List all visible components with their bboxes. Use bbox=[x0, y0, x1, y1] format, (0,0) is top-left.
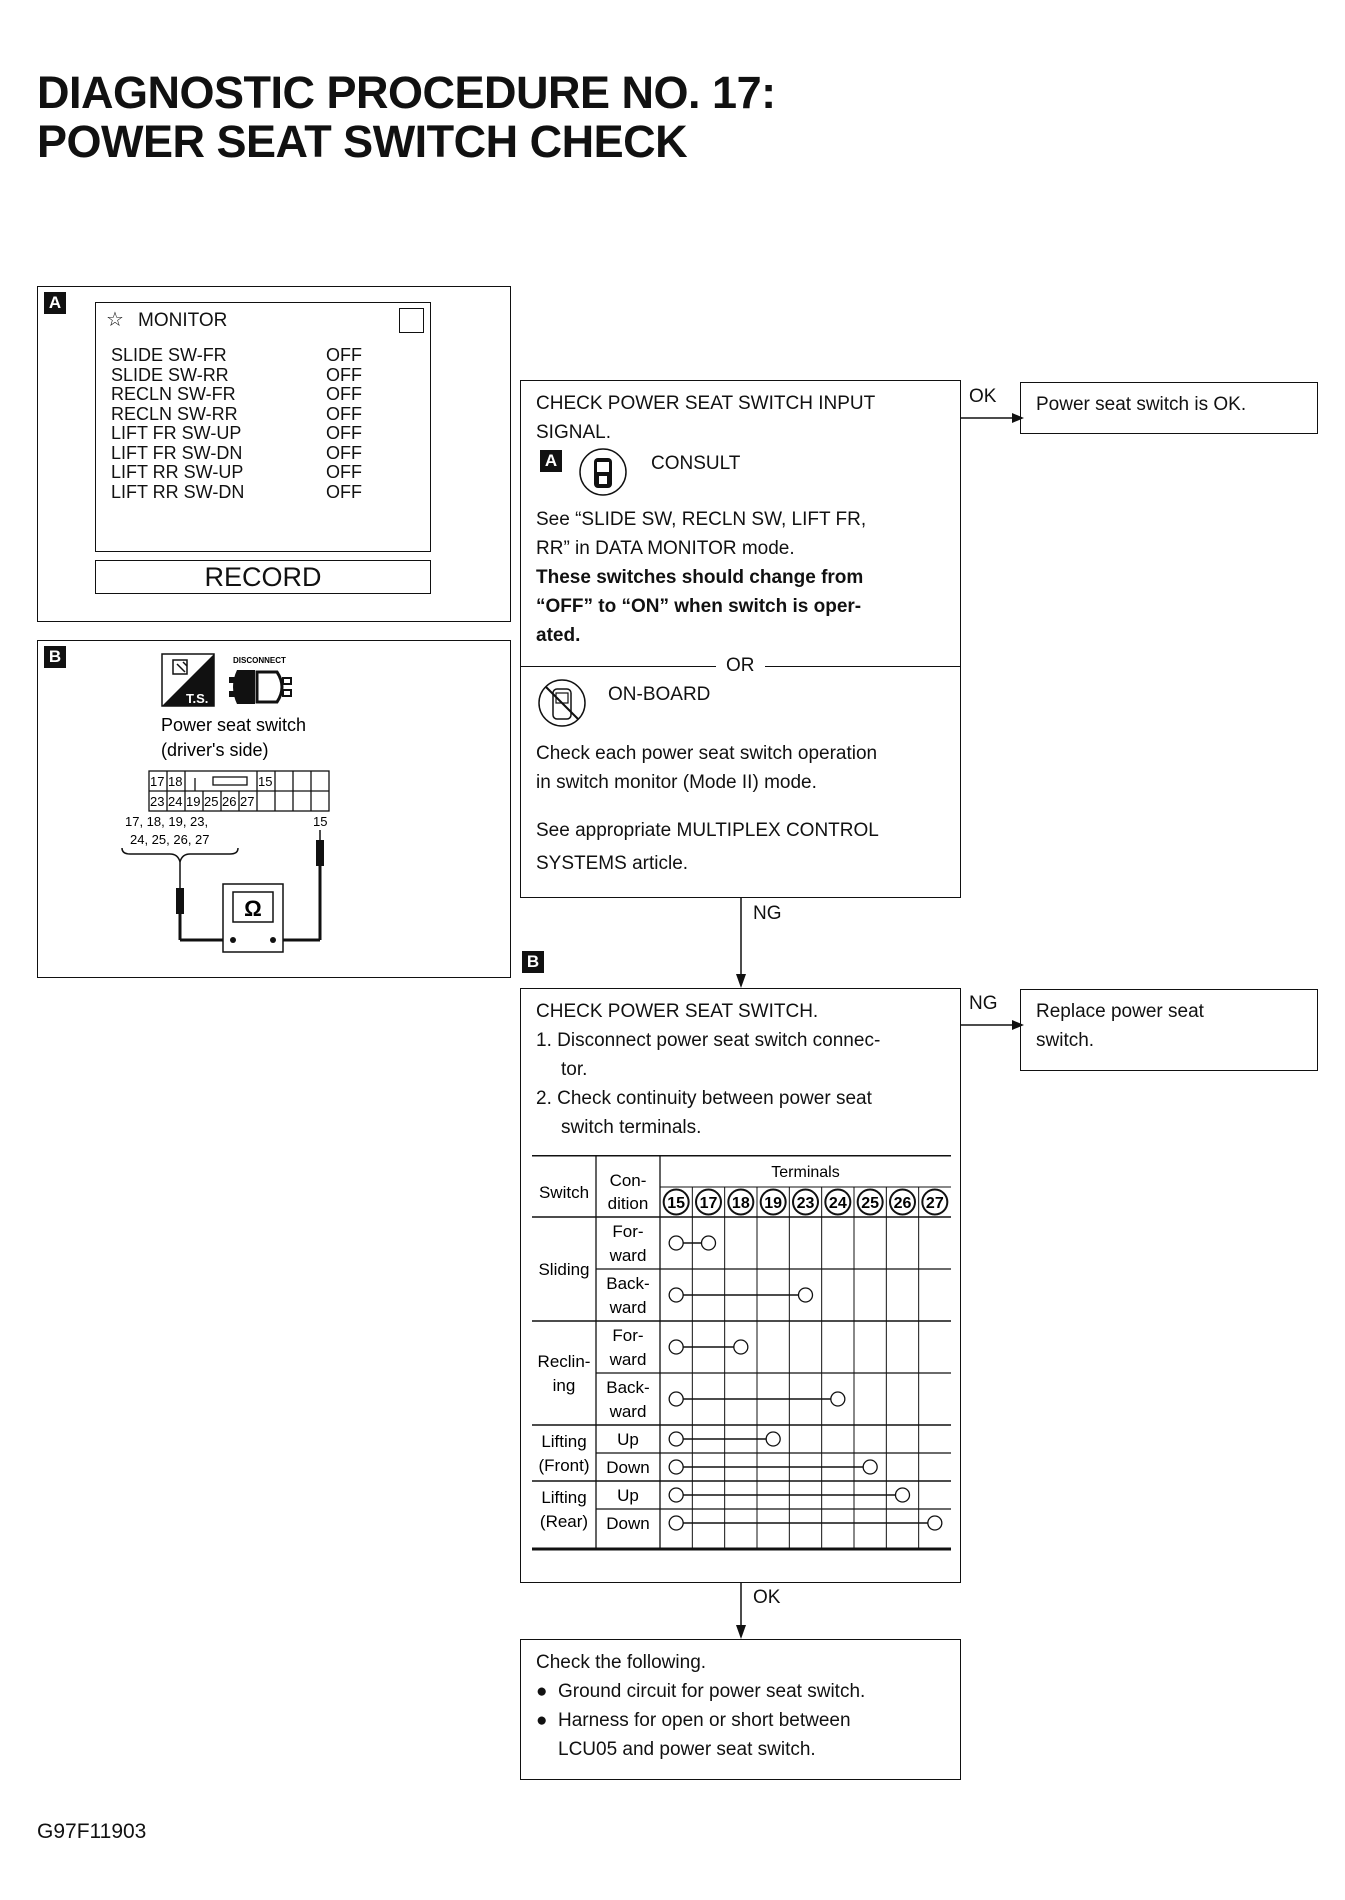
switch-name: Sliding bbox=[538, 1260, 590, 1279]
condition-label: Back- bbox=[606, 1274, 650, 1293]
monitor-item-value: OFF bbox=[326, 481, 362, 502]
pin-24: 24 bbox=[168, 794, 183, 809]
monitor-item-value: OFF bbox=[326, 442, 362, 463]
header-condition-1: Con- bbox=[609, 1171, 647, 1190]
monitor-item-name: RECLN SW-RR bbox=[111, 403, 238, 424]
continuity-dot-19 bbox=[766, 1432, 780, 1446]
switch-caption-1: Power seat switch bbox=[161, 715, 307, 735]
terminal-27-label: 27 bbox=[925, 1195, 944, 1212]
ohm-symbol: Ω bbox=[244, 896, 262, 921]
tester-diagram bbox=[37, 640, 511, 978]
onboard-label: ON-BOARD bbox=[608, 684, 711, 705]
step2-item1-b: tor. bbox=[561, 1059, 588, 1080]
terminal-17-label: 17 bbox=[699, 1195, 718, 1212]
title-line-2: POWER SEAT SWITCH CHECK bbox=[37, 116, 688, 167]
terminal-24-label: 24 bbox=[828, 1195, 847, 1212]
continuity-dot-15 bbox=[669, 1432, 683, 1446]
terminal-19-label: 19 bbox=[764, 1195, 783, 1212]
consult-icon bbox=[577, 446, 629, 498]
page-title bbox=[37, 68, 776, 166]
monitor-item-name: LIFT RR SW-UP bbox=[111, 462, 244, 482]
result-ok-text: Power seat switch is OK. bbox=[1036, 394, 1247, 415]
step1-bold-2: “OFF” to “ON” when switch is oper- bbox=[536, 596, 862, 617]
lead-brace bbox=[122, 848, 238, 862]
lead-left-label-1: 17, 18, 19, 23, bbox=[125, 814, 209, 829]
condition-label: Back- bbox=[606, 1378, 650, 1397]
step1-bold-3: ated. bbox=[536, 625, 581, 646]
monitor-checkbox[interactable] bbox=[399, 308, 424, 333]
header-condition-2: dition bbox=[607, 1194, 649, 1213]
switch-caption-2: (driver's side) bbox=[161, 740, 269, 760]
condition-label: For- bbox=[612, 1222, 644, 1241]
step2-tag: B bbox=[522, 951, 544, 973]
pin-27: 27 bbox=[240, 794, 255, 809]
condition-label: Down bbox=[606, 1514, 650, 1533]
step1-tag: A bbox=[540, 450, 562, 472]
final-bullet-1: Ground circuit for power seat switch. bbox=[558, 1681, 866, 1702]
final-heading: Check the following. bbox=[536, 1652, 707, 1673]
monitor-item-value: OFF bbox=[326, 364, 362, 385]
ts-label: T.S. bbox=[186, 691, 209, 706]
condition-label: ward bbox=[609, 1402, 647, 1421]
ohmmeter-icon bbox=[223, 884, 283, 952]
switch-name: Reclin- bbox=[537, 1352, 591, 1371]
ok-arrow-2 bbox=[733, 1583, 749, 1639]
continuity-dot-15 bbox=[669, 1340, 683, 1354]
monitor-item-name: RECLN SW-FR bbox=[111, 384, 236, 404]
consult-label: CONSULT bbox=[651, 453, 741, 474]
continuity-dot-23 bbox=[799, 1288, 813, 1302]
monitor-item-name: SLIDE SW-FR bbox=[111, 345, 227, 365]
step1-heading-1: CHECK POWER SEAT SWITCH INPUT bbox=[536, 393, 876, 414]
continuity-dot-15 bbox=[669, 1288, 683, 1302]
continuity-table bbox=[532, 1155, 951, 1551]
condition-label: Up bbox=[617, 1486, 639, 1505]
step2-item2-a: 2. Check continuity between power seat bbox=[536, 1088, 872, 1109]
switch-name: (Rear) bbox=[539, 1512, 589, 1531]
lead-right-label: 15 bbox=[313, 814, 328, 829]
step1-multiplex-2: SYSTEMS article. bbox=[536, 853, 689, 874]
ng-arrow-1 bbox=[733, 898, 749, 988]
monitor-item-name: SLIDE SW-RR bbox=[111, 364, 229, 385]
terminal-18-label: 18 bbox=[731, 1195, 750, 1212]
condition-label: ward bbox=[609, 1298, 647, 1317]
result-replace-box bbox=[1020, 989, 1318, 1071]
step2-item1-a: 1. Disconnect power seat switch connec- bbox=[536, 1030, 881, 1051]
condition-label: Up bbox=[617, 1430, 639, 1449]
condition-label: Down bbox=[606, 1458, 650, 1477]
lead-left-label-2: 24, 25, 26, 27 bbox=[130, 832, 210, 847]
continuity-dot-24 bbox=[831, 1392, 845, 1406]
terminal-26-label: 26 bbox=[893, 1195, 912, 1212]
step2-ok-label: OK bbox=[753, 1587, 781, 1608]
continuity-dot-26 bbox=[896, 1488, 910, 1502]
switch-name: (Front) bbox=[538, 1456, 590, 1475]
continuity-dot-25 bbox=[863, 1460, 877, 1474]
pin-23: 23 bbox=[150, 794, 165, 809]
step2-ng-label: NG bbox=[969, 993, 998, 1014]
title-line-1: DIAGNOSTIC PROCEDURE NO. 17: bbox=[37, 67, 776, 118]
continuity-dot-15 bbox=[669, 1460, 683, 1474]
switch-name: Lifting bbox=[541, 1432, 587, 1451]
monitor-item-name: LIFT FR SW-DN bbox=[111, 442, 243, 463]
monitor-item-value: OFF bbox=[326, 384, 362, 404]
step1-check-2: in switch monitor (Mode II) mode. bbox=[536, 772, 817, 793]
onboard-icon bbox=[536, 677, 588, 729]
switch-name: ing bbox=[552, 1376, 576, 1395]
result-ok-box bbox=[1020, 382, 1318, 434]
step1-ok-label: OK bbox=[969, 386, 997, 407]
pin-25: 25 bbox=[204, 794, 219, 809]
monitor-item-name: LIFT FR SW-UP bbox=[111, 423, 242, 443]
condition-label: ward bbox=[609, 1350, 647, 1369]
monitor-label: MONITOR bbox=[138, 310, 228, 331]
final-bullet-2a: Harness for open or short between bbox=[558, 1710, 851, 1731]
header-switch: Switch bbox=[538, 1183, 590, 1202]
final-bullet-dot-2: ● bbox=[536, 1710, 548, 1731]
continuity-dot-17 bbox=[702, 1236, 716, 1250]
monitor-item-name: LIFT RR SW-DN bbox=[111, 481, 245, 502]
header-terminals: Terminals bbox=[771, 1164, 840, 1181]
step1-see-2: RR” in DATA MONITOR mode. bbox=[536, 538, 795, 559]
terminal-15-label: 15 bbox=[667, 1195, 686, 1212]
monitor-item-value: OFF bbox=[326, 462, 362, 482]
step2-item2-b: switch terminals. bbox=[561, 1117, 702, 1138]
step1-bold-1: These switches should change from bbox=[536, 567, 864, 588]
continuity-dot-27 bbox=[928, 1516, 942, 1530]
monitor-item-value: OFF bbox=[326, 345, 362, 365]
result-replace-1: Replace power seat bbox=[1036, 1001, 1204, 1022]
step1-heading-2: SIGNAL. bbox=[536, 422, 611, 443]
switch-name: Lifting bbox=[541, 1488, 587, 1507]
continuity-dot-15 bbox=[669, 1516, 683, 1530]
probe-right bbox=[316, 840, 324, 866]
ts-icon bbox=[162, 654, 214, 706]
pin-26: 26 bbox=[222, 794, 237, 809]
step1-see-1: See “SLIDE SW, RECLN SW, LIFT FR, bbox=[536, 509, 867, 530]
disconnect-icon bbox=[229, 656, 291, 704]
panel-b-tag: B bbox=[44, 646, 66, 668]
step1-ng-label: NG bbox=[753, 903, 782, 924]
record-label: RECORD bbox=[204, 562, 322, 592]
final-bullet-dot-1: ● bbox=[536, 1681, 548, 1702]
step2-heading: CHECK POWER SEAT SWITCH. bbox=[536, 1001, 819, 1022]
panel-a-tag: A bbox=[44, 292, 66, 314]
terminal-23-label: 23 bbox=[796, 1195, 815, 1212]
step1-check-1: Check each power seat switch operation bbox=[536, 743, 878, 764]
condition-label: For- bbox=[612, 1326, 644, 1345]
disconnect-label: DISCONNECT bbox=[233, 656, 286, 665]
probe-left bbox=[176, 888, 184, 914]
pin-19: 19 bbox=[186, 794, 201, 809]
figure-id: G97F11903 bbox=[37, 1820, 147, 1843]
terminal-25-label: 25 bbox=[861, 1195, 880, 1212]
pin-17: 17 bbox=[150, 774, 165, 789]
continuity-dot-18 bbox=[734, 1340, 748, 1354]
monitor-item-value: OFF bbox=[326, 403, 362, 424]
continuity-dot-15 bbox=[669, 1392, 683, 1406]
pin-18: 18 bbox=[168, 774, 183, 789]
pin-15: 15 bbox=[258, 774, 273, 789]
monitor-star-icon: ☆ bbox=[106, 309, 124, 331]
record-button[interactable] bbox=[95, 560, 431, 594]
final-bullet-2b: LCU05 and power seat switch. bbox=[558, 1739, 816, 1760]
continuity-dot-15 bbox=[669, 1236, 683, 1250]
continuity-dot-15 bbox=[669, 1488, 683, 1502]
step1-multiplex-1: See appropriate MULTIPLEX CONTROL bbox=[536, 820, 879, 841]
or-label: OR bbox=[716, 651, 765, 680]
condition-label: ward bbox=[609, 1246, 647, 1265]
result-replace-2: switch. bbox=[1036, 1030, 1095, 1051]
monitor-item-value: OFF bbox=[326, 423, 362, 443]
